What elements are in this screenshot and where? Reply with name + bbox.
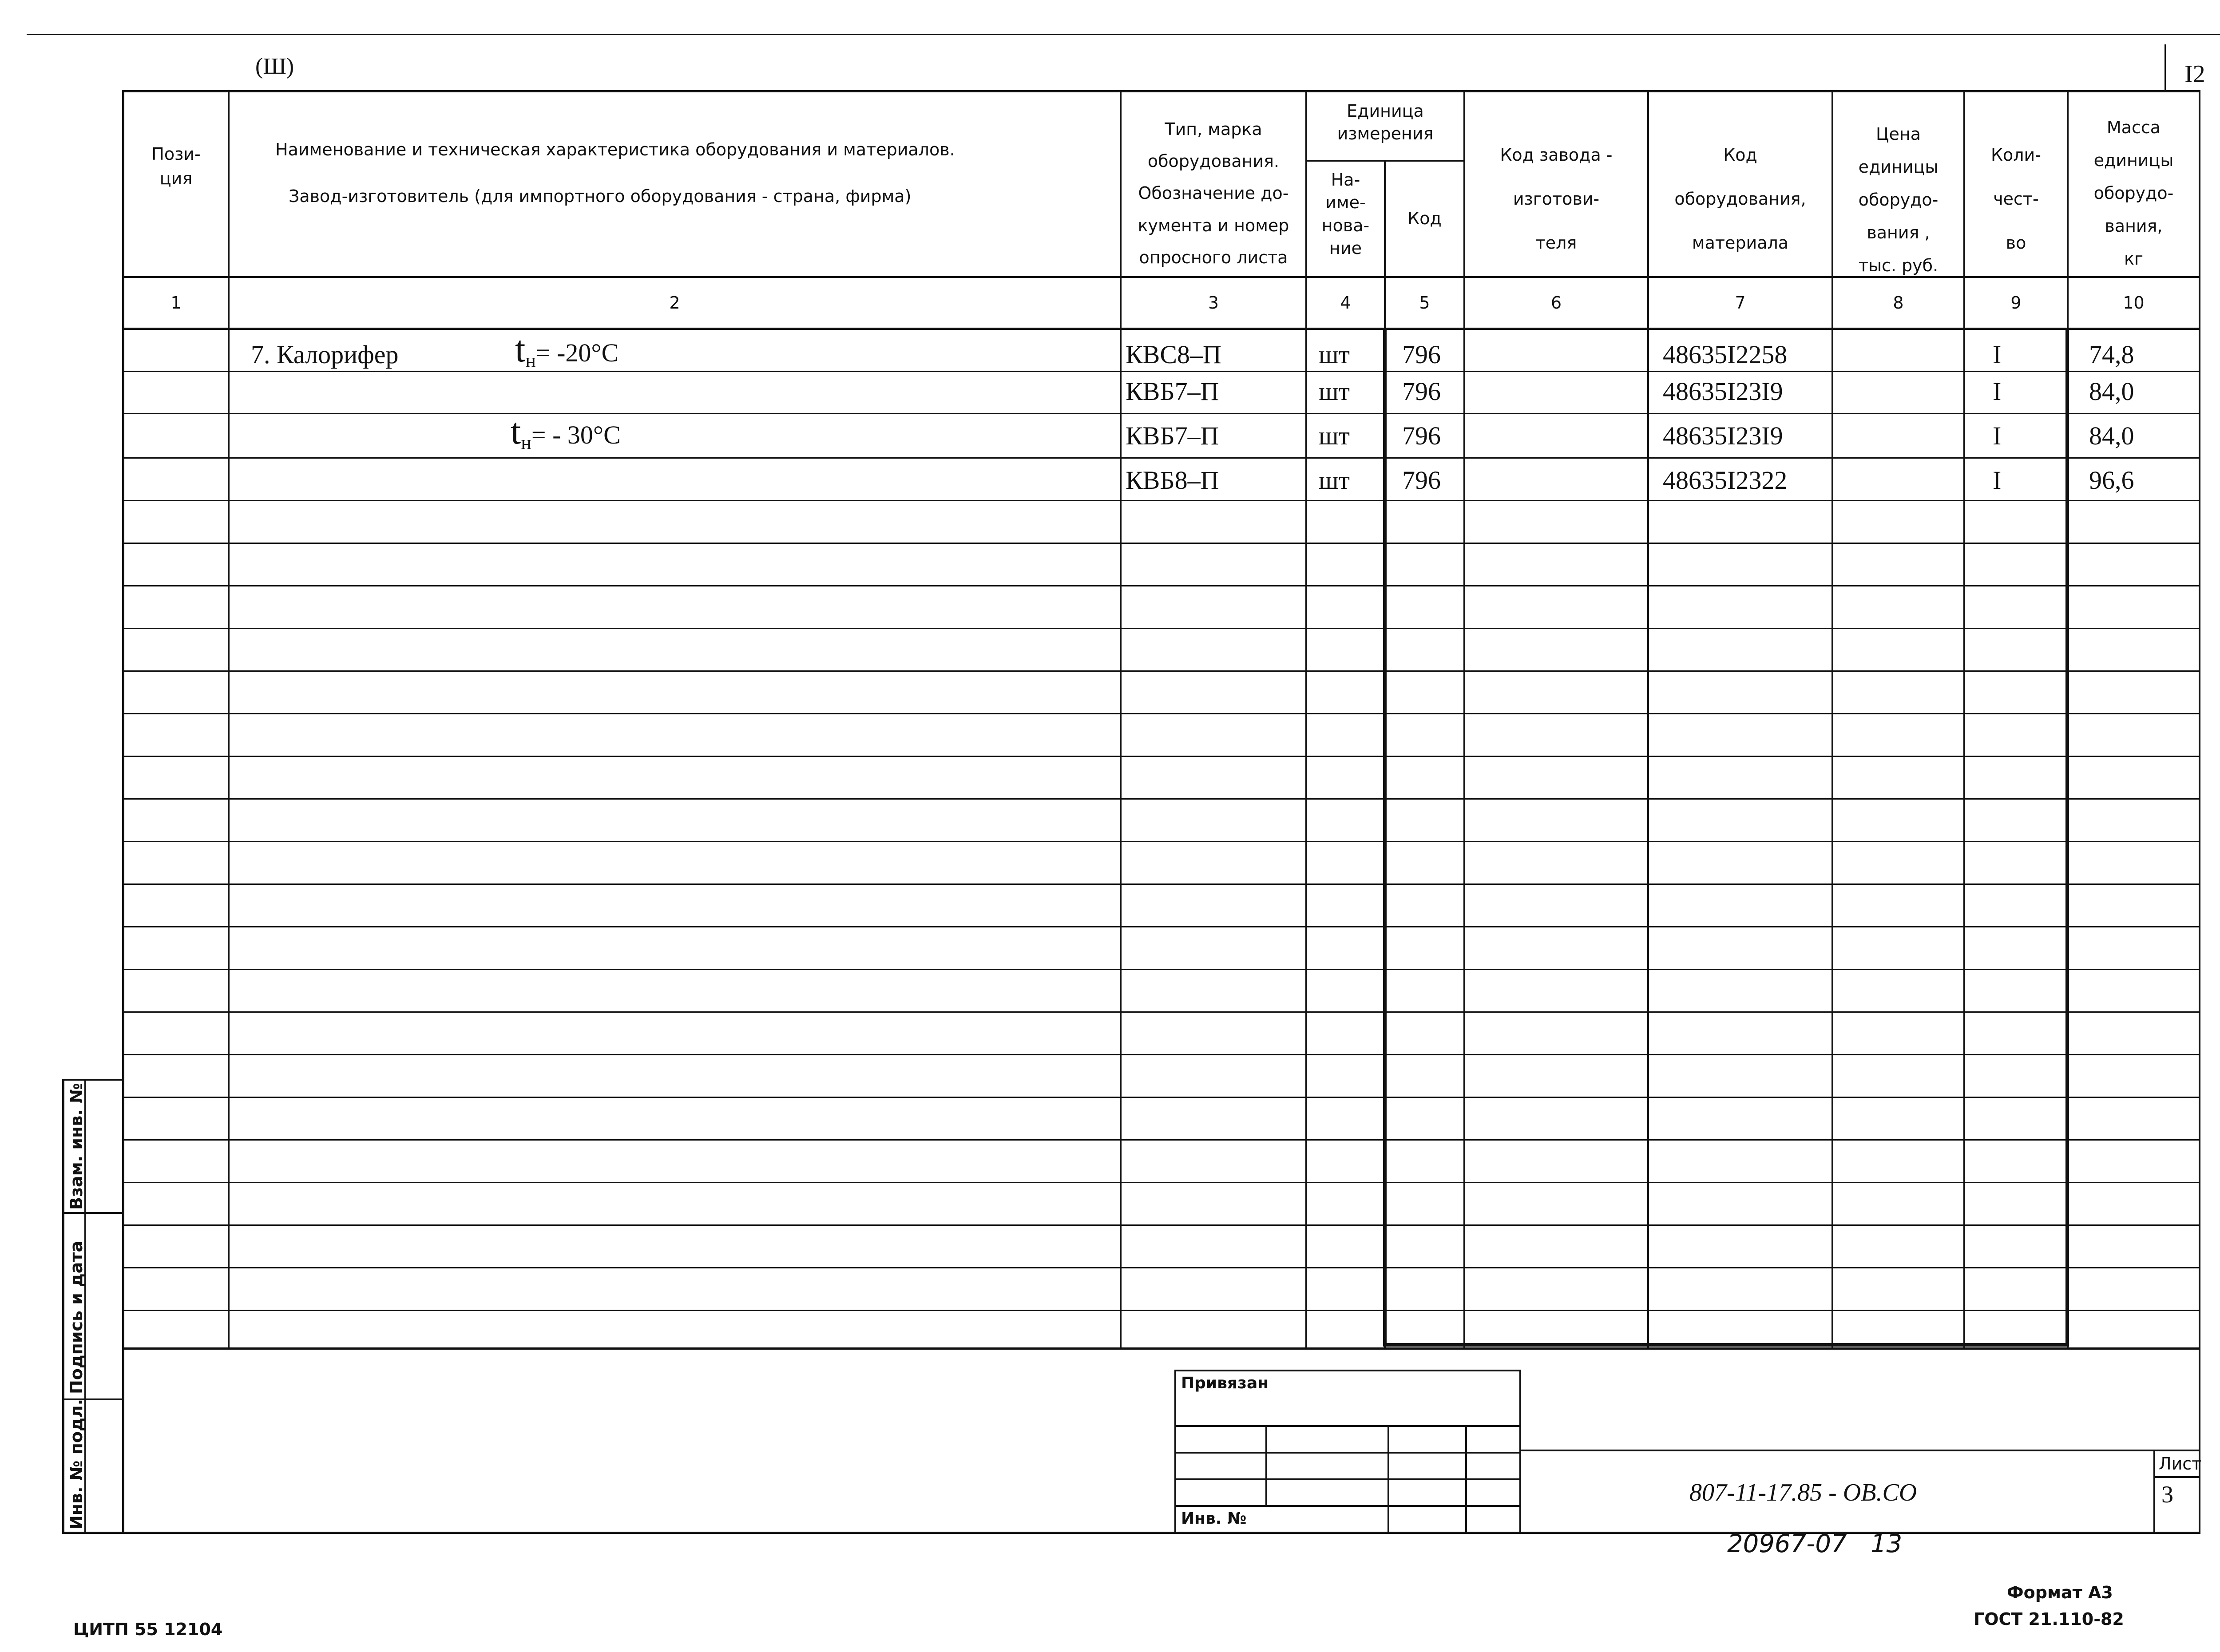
equipment-code-cell: 48635I2322 [1663, 466, 1788, 495]
row-divider [122, 457, 2200, 459]
unit-code-cell: 796 [1402, 340, 1441, 369]
top-right-number: I2 [2184, 60, 2205, 88]
equipment-code-cell: 48635I2258 [1663, 340, 1788, 369]
side-label-signature-date: Подпись и дата [67, 1240, 86, 1394]
col-num: 8 [1893, 293, 1904, 313]
side-label-replaced-inv: Взам. инв. № [67, 1083, 86, 1210]
temp-note: $t_н= -20^\circ C$ [515, 329, 619, 372]
header-unit-code: Код [1407, 209, 1442, 228]
qty-cell: I [1993, 466, 2002, 495]
row-divider [122, 1139, 2200, 1141]
header-price: Цена единицы оборудо- вания , тыс. руб. [1858, 124, 1939, 276]
row-divider [122, 1224, 2200, 1226]
type-cell: КВС8–П [1126, 340, 1221, 369]
col-num: 6 [1550, 293, 1562, 313]
unit-cell: шт [1319, 421, 1350, 450]
qty-cell: I [1993, 377, 2002, 406]
item-name: 7. Калорифер [251, 340, 399, 369]
row-divider [122, 1097, 2200, 1098]
col-num: 4 [1340, 293, 1351, 313]
type-cell: КВБ8–П [1126, 466, 1219, 495]
col-num: 5 [1419, 293, 1430, 313]
row-divider [122, 500, 2200, 501]
mass-cell: 96,6 [2089, 466, 2134, 495]
mass-cell: 74,8 [2089, 340, 2134, 369]
row-divider [122, 926, 2200, 927]
row-divider [122, 1011, 2200, 1013]
header-unit-name: На- име- нова- ние [1321, 170, 1370, 258]
row-divider [122, 628, 2200, 629]
privyazan-label: Привязан [1181, 1374, 1269, 1392]
row-divider [122, 543, 2200, 544]
header-mass: Масса единицы оборудо- вания, кг [2093, 118, 2174, 269]
type-cell: КВБ7–П [1126, 377, 1219, 406]
header-name-line1: Наименование и техническая характеристика оборудования и материалов. [275, 140, 955, 159]
row-divider [122, 756, 2200, 757]
row-divider [122, 798, 2200, 800]
col-num: 3 [1208, 293, 1219, 313]
unit-code-cell: 796 [1402, 377, 1441, 406]
qty-cell: I [1993, 421, 2002, 450]
col-num: 10 [2123, 293, 2145, 313]
header-quantity: Коли- чест- во [1991, 145, 2041, 253]
unit-code-cell: 796 [1402, 421, 1441, 450]
header-factory-code: Код завода - изготови- теля [1500, 145, 1613, 253]
col-num: 9 [2010, 293, 2022, 313]
header-unit-group: Единица измерения [1337, 101, 1434, 144]
inv-no-label: Инв. № [1181, 1509, 1247, 1528]
sheet-number: 3 [2161, 1481, 2173, 1508]
col-num: 1 [170, 293, 182, 313]
row-divider [122, 585, 2200, 586]
qty-cell: I [1993, 340, 2002, 369]
mass-cell: 84,0 [2089, 377, 2134, 406]
handwritten-number: 20967-07 13 [1727, 1529, 1903, 1558]
bottom-left-code: ЦИТП 55 12104 [73, 1620, 223, 1637]
header-type: Тип, марка оборудования. Обозначение до- кумента и номер опросного листа [1138, 119, 1289, 267]
row-divider [122, 1182, 2200, 1183]
equipment-code-cell: 48635I23I9 [1663, 421, 1783, 450]
row-divider [122, 1310, 2200, 1311]
corner-mark: (Ш) [255, 54, 294, 79]
row-divider [122, 1267, 2200, 1268]
gost-label: ГОСТ 21.110-82 [1974, 1609, 2124, 1629]
sheet-label: Лист [2159, 1454, 2202, 1474]
unit-cell: шт [1319, 340, 1350, 369]
unit-cell: шт [1319, 377, 1350, 406]
row-divider [122, 413, 2200, 414]
row-divider [122, 841, 2200, 842]
row-divider [122, 969, 2200, 970]
col-num: 7 [1735, 293, 1746, 313]
row-divider [122, 1054, 2200, 1055]
header-name-line2: Завод-изготовитель (для импортного оборудования - страна, фирма) [289, 186, 912, 206]
temp-note: $t_н= - 30^\circ C$ [511, 411, 621, 454]
side-label-original-inv: Инв. № подл. [67, 1398, 86, 1529]
row-divider [122, 670, 2200, 672]
row-divider [122, 883, 2200, 885]
row-divider [122, 371, 2200, 372]
header-equipment-code: Код оборудования, материала [1674, 145, 1806, 253]
equipment-code-cell: 48635I23I9 [1663, 377, 1783, 406]
document-code: 807-11-17.85 - ОВ.СО [1689, 1479, 1917, 1506]
col-num: 2 [669, 293, 680, 313]
mass-cell: 84,0 [2089, 421, 2134, 450]
unit-code-cell: 796 [1402, 466, 1441, 495]
format-label: Формат А3 [2007, 1583, 2113, 1602]
type-cell: КВБ7–П [1126, 421, 1219, 450]
unit-cell: шт [1319, 466, 1350, 495]
row-divider [122, 713, 2200, 714]
header-position: Пози- ция [151, 144, 201, 189]
